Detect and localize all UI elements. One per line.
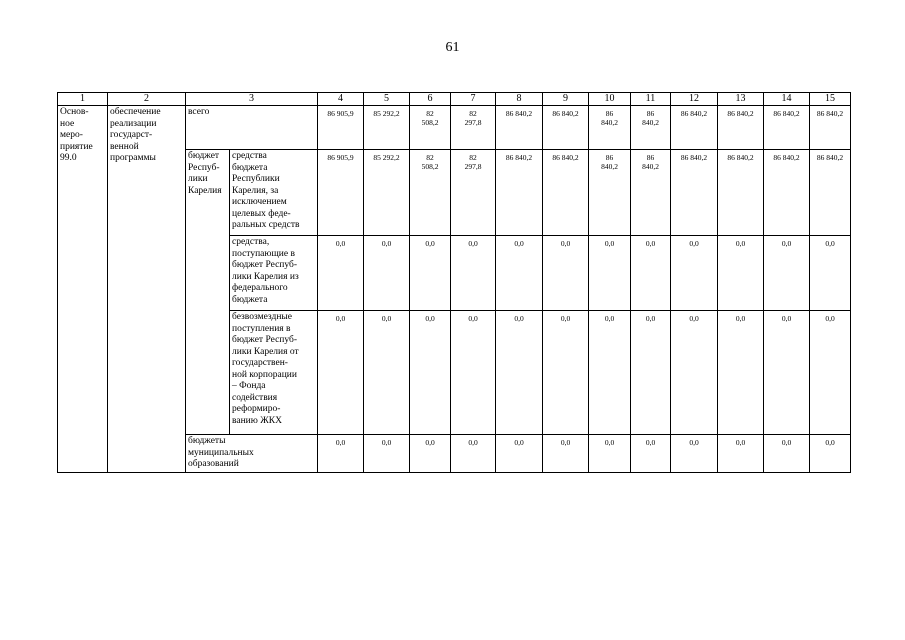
value-cell: 0,0 (318, 236, 364, 311)
value-cell: 0,0 (410, 236, 451, 311)
value-cell: 0,0 (631, 311, 671, 435)
value-cell: 86 905,9 (318, 150, 364, 236)
page-number: 61 (445, 40, 460, 55)
value-cell: 0,0 (451, 311, 496, 435)
value-cell: 85 292,2 (364, 150, 410, 236)
value-cell: 86 840,2 (671, 106, 718, 150)
header-cell: 5 (364, 93, 410, 106)
value-cell: 0,0 (364, 311, 410, 435)
value-cell: 86 840,2 (810, 150, 851, 236)
value-cell: 0,0 (718, 435, 764, 473)
value-cell: 82 508,2 (410, 106, 451, 150)
value-cell: 86 840,2 (718, 150, 764, 236)
value-cell: 86 840,2 (764, 106, 810, 150)
header-cell: 9 (543, 93, 589, 106)
value-cell: 0,0 (451, 435, 496, 473)
value-cell: 86 840,2 (671, 150, 718, 236)
value-cell: 0,0 (810, 236, 851, 311)
row-label-municipal: бюджеты муниципальных образований (186, 435, 318, 473)
value-cell: 0,0 (631, 435, 671, 473)
header-cell: 6 (410, 93, 451, 106)
value-cell: 0,0 (318, 435, 364, 473)
header-cell: 2 (108, 93, 186, 106)
value-cell: 0,0 (410, 435, 451, 473)
value-cell: 0,0 (589, 435, 631, 473)
value-cell: 0,0 (451, 236, 496, 311)
row-label: средства бюджета Республики Карелия, за исключением целевых феде- ральных средств (230, 150, 318, 236)
header-cell: 4 (318, 93, 364, 106)
value-cell: 82 297,8 (451, 150, 496, 236)
header-cell: 14 (764, 93, 810, 106)
value-cell: 0,0 (318, 311, 364, 435)
header-row (58, 93, 851, 106)
value-cell: 86 840,2 (496, 106, 543, 150)
value-cell: 86 840,2 (631, 106, 671, 150)
header-cell: 15 (810, 93, 851, 106)
value-cell: 86 840,2 (718, 106, 764, 150)
value-cell: 0,0 (810, 311, 851, 435)
value-cell: 85 292,2 (364, 106, 410, 150)
header-cell: 8 (496, 93, 543, 106)
value-cell: 0,0 (810, 435, 851, 473)
value-cell: 0,0 (543, 311, 589, 435)
value-cell: 0,0 (631, 236, 671, 311)
value-cell: 82 508,2 (410, 150, 451, 236)
value-cell: 0,0 (543, 236, 589, 311)
value-cell: 86 840,2 (764, 150, 810, 236)
value-cell: 86 840,2 (496, 150, 543, 236)
header-cell: 1 (58, 93, 108, 106)
value-cell: 0,0 (364, 435, 410, 473)
value-cell: 86 840,2 (543, 150, 589, 236)
header-cell: 7 (451, 93, 496, 106)
value-cell: 0,0 (764, 236, 810, 311)
value-cell: 0,0 (364, 236, 410, 311)
value-cell: 0,0 (671, 435, 718, 473)
value-cell: 0,0 (764, 435, 810, 473)
value-cell: 82 297,8 (451, 106, 496, 150)
activity-name-cell: обеспечение реализации государст- венной программы (108, 106, 186, 473)
row-label: безвозмездные поступления в бюджет Респуб- лики Карелия от государствен- ной корпорации – Фонда содействия реформиро- ванию ЖКХ (230, 311, 318, 435)
value-cell: 0,0 (718, 311, 764, 435)
value-cell: 0,0 (589, 311, 631, 435)
header-cell: 3 (186, 93, 318, 106)
header-cell: 12 (671, 93, 718, 106)
budget-table (57, 92, 851, 473)
value-cell: 0,0 (671, 311, 718, 435)
value-cell: 0,0 (671, 236, 718, 311)
table-row (58, 106, 851, 150)
value-cell: 0,0 (496, 236, 543, 311)
row-label: средства, поступающие в бюджет Респуб- лики Карелия из федерального бюджета (230, 236, 318, 311)
header-cell: 10 (589, 93, 631, 106)
value-cell: 86 840,2 (631, 150, 671, 236)
value-cell: 86 840,2 (810, 106, 851, 150)
value-cell: 0,0 (764, 311, 810, 435)
header-cell: 11 (631, 93, 671, 106)
value-cell: 0,0 (589, 236, 631, 311)
row-label-total: всего (186, 106, 318, 150)
value-cell: 86 840,2 (589, 150, 631, 236)
value-cell: 86 840,2 (589, 106, 631, 150)
value-cell: 86 840,2 (543, 106, 589, 150)
value-cell: 0,0 (718, 236, 764, 311)
header-cell: 13 (718, 93, 764, 106)
budget-group-cell: бюджет Респуб- лики Карелия (186, 150, 230, 435)
value-cell: 86 905,9 (318, 106, 364, 150)
activity-code-cell: Основ- ное меро- приятие 99.0 (58, 106, 108, 473)
value-cell: 0,0 (410, 311, 451, 435)
value-cell: 0,0 (496, 435, 543, 473)
value-cell: 0,0 (496, 311, 543, 435)
value-cell: 0,0 (543, 435, 589, 473)
